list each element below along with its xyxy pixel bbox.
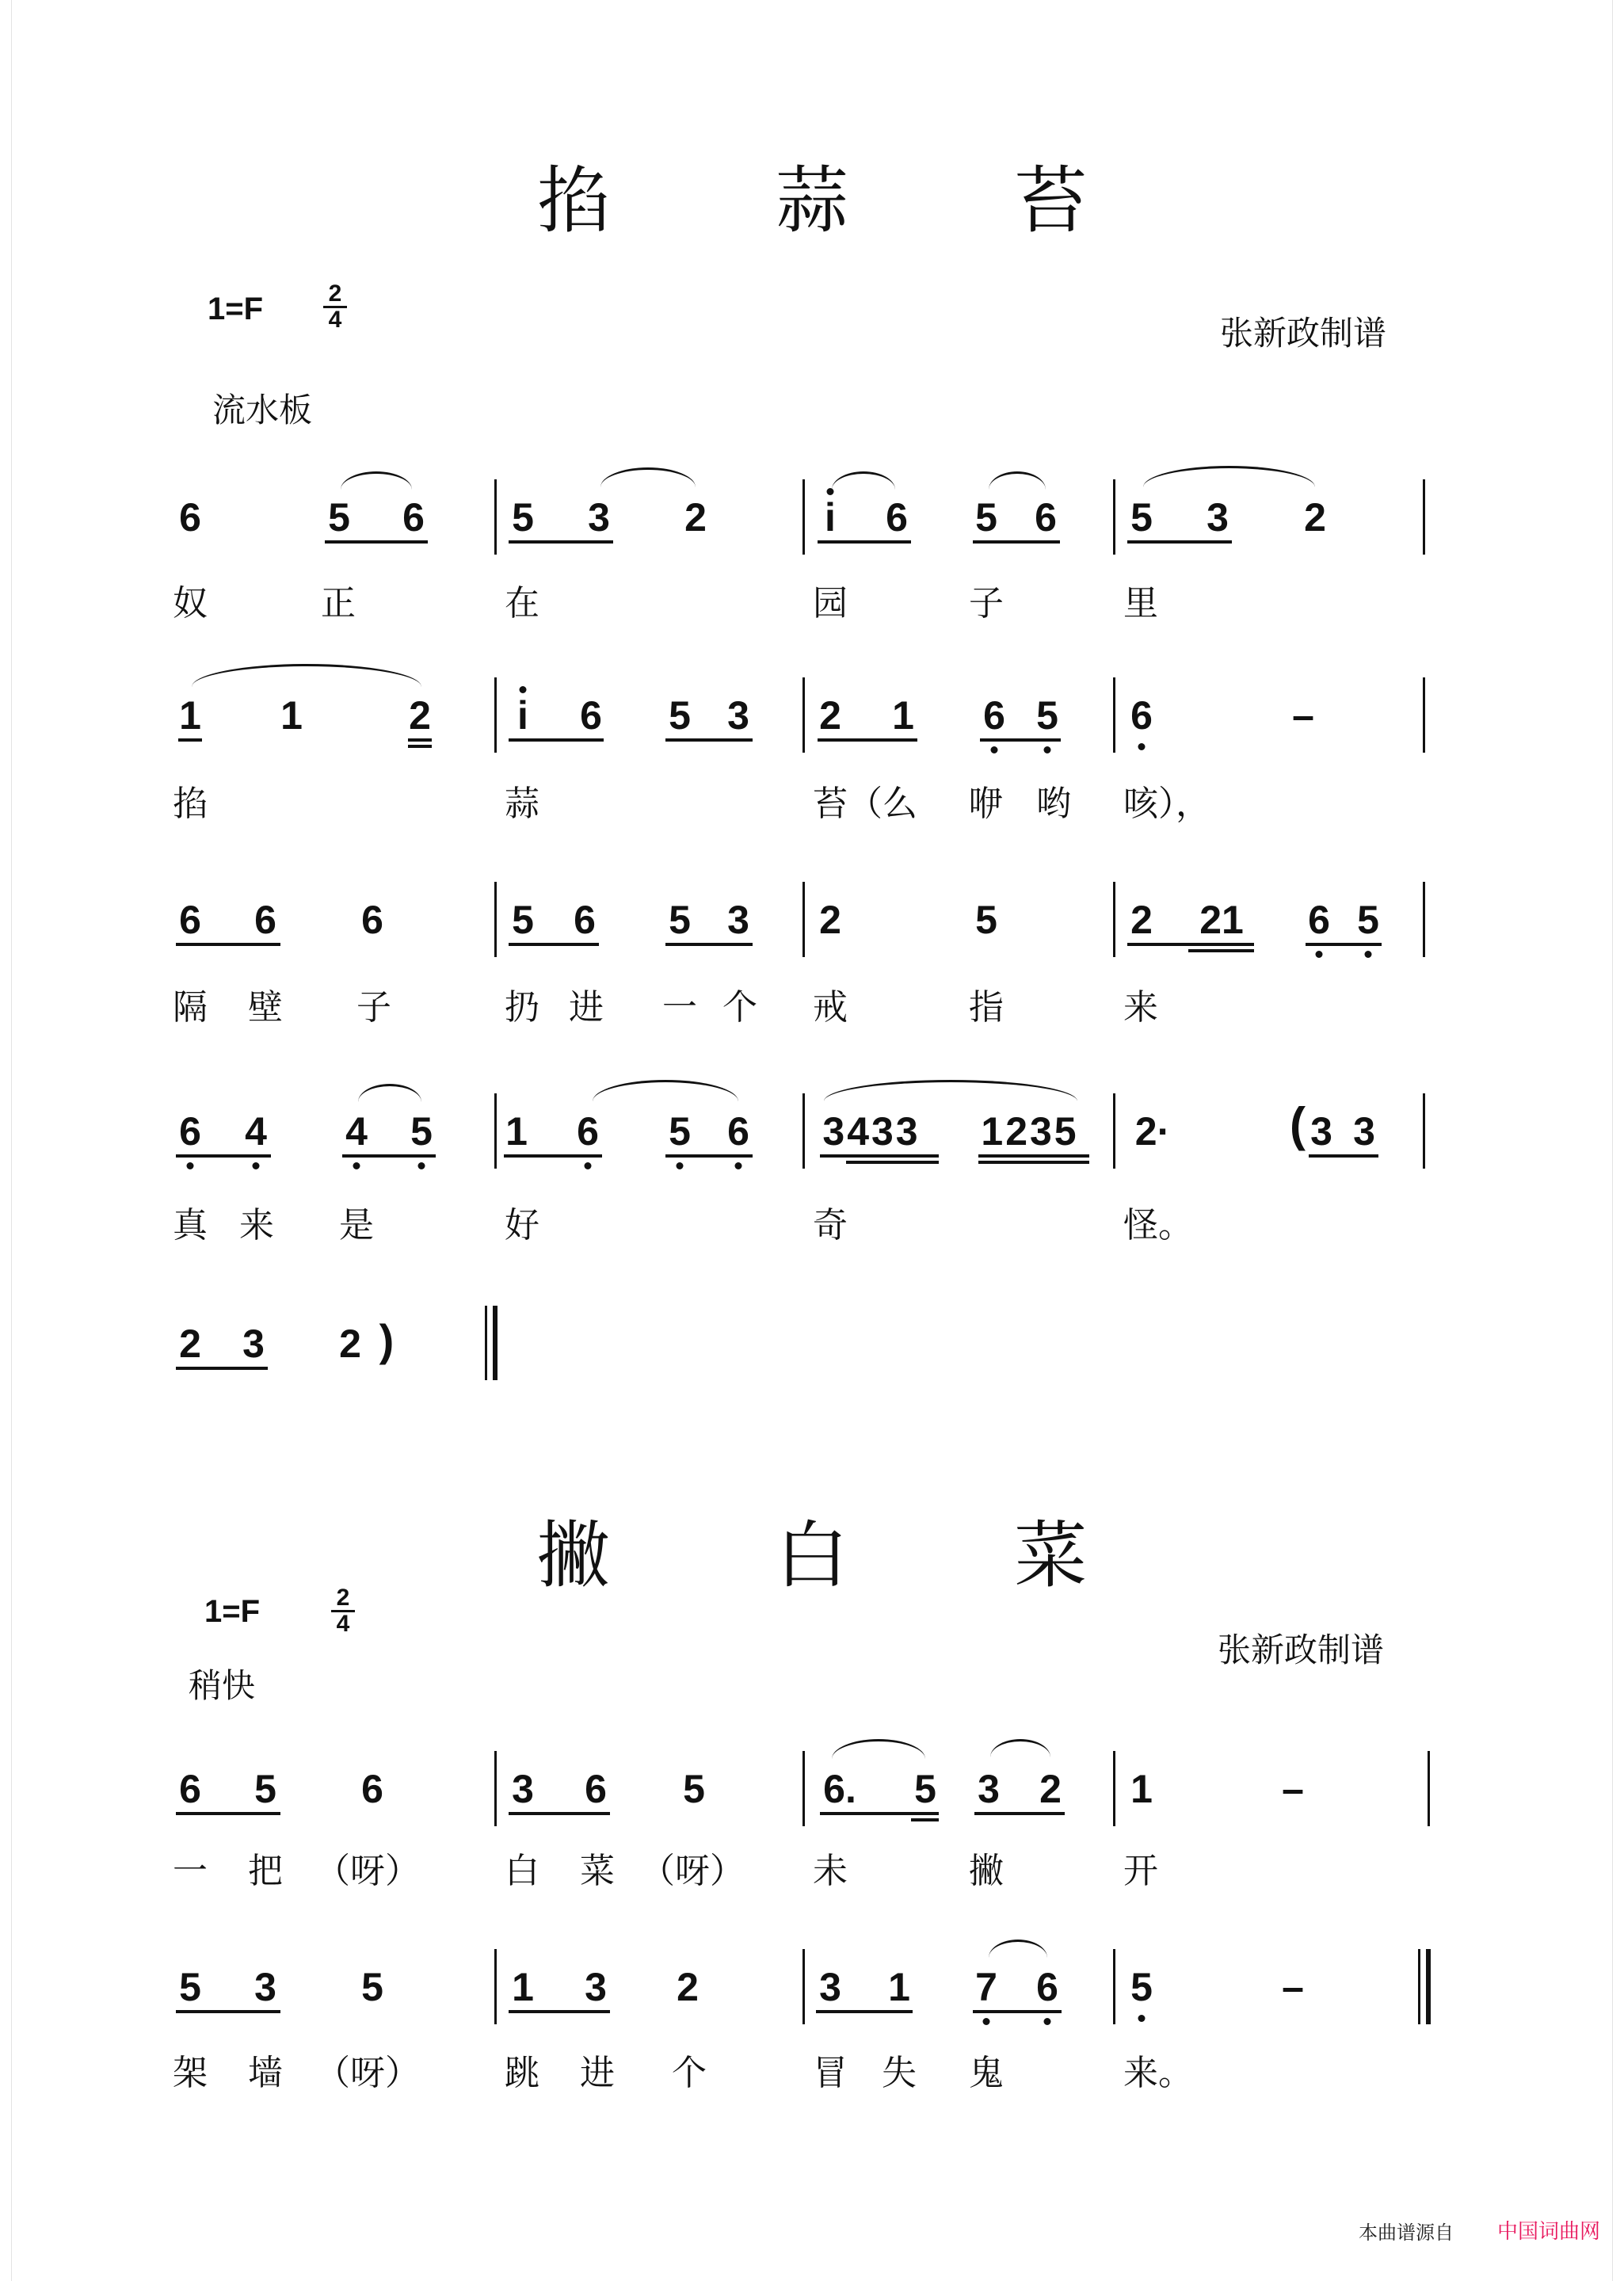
lyric: 来: [239, 1205, 274, 1245]
barline: [494, 1751, 497, 1826]
right-margin-strip: [1612, 0, 1624, 2281]
beam: [978, 1161, 1089, 1164]
lyric: 墙: [248, 2053, 283, 2093]
barline: [1113, 1751, 1115, 1826]
low-octave-dot: [1044, 2018, 1051, 2025]
note-group: 3433: [822, 1109, 921, 1154]
lyric: 冒: [813, 2053, 848, 2093]
note: 2: [409, 693, 431, 738]
low-octave-dot: [253, 1162, 260, 1169]
barline: [1423, 677, 1425, 753]
lyric: 子: [969, 583, 1004, 624]
note: 1: [1130, 1767, 1153, 1811]
lyric: 跳: [505, 2053, 539, 2093]
note: 2: [819, 693, 841, 738]
note: 21: [1199, 898, 1244, 942]
lyric: 来。: [1123, 2053, 1193, 2093]
barline: [494, 1949, 497, 2024]
beam: [408, 738, 432, 742]
beam: [509, 2010, 610, 2013]
note: 6: [179, 495, 201, 540]
lyric: 把: [248, 1851, 283, 1891]
note: 6: [179, 898, 201, 942]
lyric: 正: [321, 583, 356, 624]
note: 2: [819, 898, 841, 942]
lyric: 园: [813, 583, 848, 624]
note: 2: [1304, 495, 1326, 540]
slur: [832, 471, 895, 490]
slur: [832, 1739, 925, 1759]
lyric: 来: [1123, 987, 1158, 1028]
beam: [973, 2010, 1062, 2013]
lyric: 菜: [580, 1851, 615, 1891]
beam: [509, 943, 599, 946]
beam: [1127, 943, 1254, 946]
note: 4: [345, 1109, 368, 1154]
note: 5: [975, 898, 997, 942]
lyric: 一: [173, 1851, 208, 1891]
note: 5: [512, 898, 534, 942]
slur: [824, 1080, 1077, 1101]
lyric: 子: [356, 987, 391, 1028]
note: 5: [1130, 495, 1153, 540]
beam: [818, 540, 911, 544]
low-octave-dot: [187, 1162, 194, 1169]
paren: (: [1290, 1098, 1306, 1151]
note: 1: [280, 693, 303, 738]
note: 6: [727, 1109, 749, 1154]
lyric: （呀）: [315, 1851, 420, 1891]
beam: [325, 540, 428, 544]
note: 6: [179, 1109, 201, 1154]
low-octave-dot: [585, 1162, 592, 1169]
note: 4: [245, 1109, 267, 1154]
lyric: 一: [662, 987, 697, 1028]
lyric: （呀）: [640, 1851, 745, 1891]
note: 3: [588, 495, 610, 540]
song2-tempo: 稍快: [189, 1666, 256, 1705]
note: 1: [892, 693, 914, 738]
lyric: 好: [505, 1205, 539, 1245]
song1-arranger: 张新政制谱: [1220, 314, 1387, 353]
final-barline-thick: [493, 1306, 497, 1380]
low-octave-dot: [418, 1162, 425, 1169]
beam: [176, 1367, 268, 1370]
slur: [358, 1084, 421, 1102]
note: 2: [684, 495, 707, 540]
lyric: 失: [882, 2053, 917, 2093]
note-group: 1235: [981, 1109, 1079, 1154]
note: 7: [975, 1965, 997, 2009]
note: 5: [975, 495, 997, 540]
note: 2: [1130, 898, 1153, 942]
slur: [989, 471, 1046, 490]
note: –: [1292, 693, 1314, 738]
beam: [504, 1154, 602, 1158]
lyric: 进: [569, 987, 604, 1028]
note: 6.: [823, 1767, 856, 1811]
lyric: 哟: [1036, 784, 1071, 824]
note: 5: [914, 1767, 936, 1811]
note: 6: [574, 898, 596, 942]
beam: [911, 1818, 939, 1821]
lyric: 真: [173, 1205, 208, 1245]
note: 5: [254, 1767, 276, 1811]
note: 5: [683, 1767, 705, 1811]
beam: [178, 738, 202, 742]
note: 5: [179, 1965, 201, 2009]
slur: [192, 664, 421, 687]
barline: [1113, 677, 1115, 753]
note: 3: [819, 1965, 841, 2009]
note: 6: [254, 898, 276, 942]
note: 6: [577, 1109, 599, 1154]
barline: [1113, 882, 1115, 957]
lyric: 架: [173, 2053, 208, 2093]
note: 5: [669, 693, 691, 738]
note: 1: [179, 693, 201, 738]
barline: [494, 677, 497, 753]
note: 5: [410, 1109, 433, 1154]
barline: [802, 1093, 805, 1169]
beam: [509, 540, 613, 544]
barline: [1423, 882, 1425, 957]
low-octave-dot: [1138, 2015, 1146, 2022]
beam: [665, 738, 753, 742]
lyric: 壁: [248, 987, 283, 1028]
barline: [494, 1093, 497, 1169]
song2-time-signature: $\frac{2}{4}$: [331, 1586, 355, 1636]
beam: [509, 1812, 610, 1815]
slur: [593, 1080, 738, 1101]
barline: [802, 1751, 805, 1826]
note: i: [517, 693, 528, 738]
beam: [176, 2010, 280, 2013]
barline: [1423, 1093, 1425, 1169]
left-margin-strip: [0, 0, 12, 2281]
barline: [802, 882, 805, 957]
song2-title: 撇 白 菜: [536, 1513, 1159, 1598]
note: 5: [1357, 898, 1379, 942]
low-octave-dot: [1044, 746, 1051, 753]
barline: [1423, 479, 1425, 555]
final-barline-thin: [1418, 1949, 1420, 2024]
note: 2: [339, 1322, 361, 1366]
beam: [816, 2010, 913, 2013]
barline: [1113, 479, 1115, 555]
lyric: 白: [505, 1851, 539, 1891]
note: 2·: [1134, 1109, 1171, 1154]
song1-tempo: 流水板: [212, 391, 313, 429]
beam: [1309, 1154, 1378, 1158]
lyric: 苔（么: [813, 784, 917, 824]
high-octave-dot: [520, 686, 527, 693]
slur: [341, 471, 412, 490]
low-octave-dot: [1316, 951, 1323, 958]
note: 1: [888, 1965, 910, 2009]
song1-title: 掐 蒜 苔: [536, 158, 1159, 243]
beam: [978, 1154, 1089, 1158]
barline: [802, 677, 805, 753]
footer-site-link[interactable]: 中国词曲网: [1497, 2220, 1601, 2244]
song1-key: 1=F: [208, 292, 264, 326]
barline: [1113, 1949, 1115, 2024]
lyric: 指: [969, 987, 1004, 1028]
note: 5: [512, 495, 534, 540]
note: 2: [179, 1322, 201, 1366]
barline: [1113, 1093, 1115, 1169]
note: 5: [328, 495, 350, 540]
beam: [665, 943, 753, 946]
low-octave-dot: [1138, 743, 1146, 750]
note: 5: [669, 1109, 691, 1154]
lyric: 未: [813, 1851, 848, 1891]
slur: [990, 1739, 1050, 1757]
beam: [973, 540, 1060, 544]
note: 6: [1036, 1965, 1058, 2009]
lyric: 里: [1123, 583, 1158, 624]
beam: [818, 738, 917, 742]
note: 3: [512, 1767, 534, 1811]
low-octave-dot: [983, 2018, 990, 2025]
note: –: [1282, 1767, 1304, 1811]
song2-arranger: 张新政制谱: [1218, 1631, 1385, 1669]
lyric: 咳），: [1123, 784, 1210, 824]
low-octave-dot: [353, 1162, 360, 1169]
beam: [176, 943, 280, 946]
beam: [509, 738, 604, 742]
lyric: 个: [722, 987, 757, 1028]
footer-source: 本曲谱源自: [1359, 2222, 1454, 2244]
note: 5: [361, 1965, 383, 2009]
note: 6: [1130, 693, 1153, 738]
lyric: 是: [339, 1205, 374, 1245]
beam: [980, 738, 1061, 742]
barline: [802, 479, 805, 555]
note: 6: [361, 1767, 383, 1811]
note: 2: [677, 1965, 699, 2009]
beam: [408, 745, 432, 748]
lyric: 怪。: [1123, 1205, 1193, 1245]
paren: ): [379, 1315, 395, 1365]
barline: [802, 1949, 805, 2024]
note: 1: [505, 1109, 528, 1154]
barline: [494, 479, 497, 555]
note: i: [825, 495, 836, 540]
note: 6: [1308, 898, 1330, 942]
note: 6: [585, 1767, 607, 1811]
slur: [1143, 466, 1315, 487]
slur: [989, 1940, 1047, 1958]
song1-time-signature: $\frac{2}{4}$: [323, 282, 347, 332]
lyric: 掐: [173, 784, 208, 824]
lyric: 在: [505, 583, 539, 624]
beam: [176, 1812, 280, 1815]
note: 3: [242, 1322, 265, 1366]
beam: [342, 1154, 436, 1158]
beam: [1306, 943, 1382, 946]
lyric: 隔: [173, 987, 208, 1028]
final-barline-thin: [485, 1306, 487, 1380]
lyric: 扔: [505, 987, 539, 1028]
note: 6: [886, 495, 908, 540]
note: 5: [1036, 693, 1058, 738]
beam: [176, 1154, 271, 1158]
beam: [820, 1812, 939, 1815]
song2-key: 1=F: [204, 1594, 261, 1629]
lyric: 奇: [813, 1205, 848, 1245]
low-octave-dot: [677, 1162, 684, 1169]
note: 3: [1353, 1109, 1375, 1154]
note: 1: [512, 1965, 534, 2009]
lyric: 进: [580, 2053, 615, 2093]
note: 3: [1310, 1109, 1332, 1154]
note: 6: [361, 898, 383, 942]
lyric: 咿: [968, 784, 1003, 824]
note: 3: [727, 693, 749, 738]
note: 3: [254, 1965, 276, 2009]
beam: [846, 1161, 939, 1164]
beam: [820, 1154, 939, 1158]
beam: [974, 1812, 1065, 1815]
lyric: 蒜: [505, 784, 539, 824]
beam: [665, 1154, 753, 1158]
lyric: 开: [1123, 1851, 1158, 1891]
lyric: 个: [672, 2053, 707, 2093]
slur: [600, 467, 696, 487]
note: 6: [580, 693, 602, 738]
note: 2: [1039, 1767, 1062, 1811]
lyric: 戒: [813, 987, 848, 1028]
beam: [1188, 949, 1254, 952]
low-octave-dot: [991, 746, 998, 753]
note: 6: [1035, 495, 1057, 540]
note: 3: [585, 1965, 607, 2009]
lyric: 奴: [173, 583, 208, 624]
note: 3: [978, 1767, 1000, 1811]
note: 3: [727, 898, 749, 942]
barline: [494, 882, 497, 957]
note: –: [1282, 1965, 1304, 2009]
lyric: 撇: [969, 1851, 1004, 1891]
note: 6: [179, 1767, 201, 1811]
low-octave-dot: [735, 1162, 742, 1169]
note: 6: [983, 693, 1005, 738]
note: 3: [1207, 495, 1229, 540]
lyric: （呀）: [315, 2053, 420, 2093]
low-octave-dot: [1365, 951, 1372, 958]
note: 5: [1130, 1965, 1153, 2009]
note: 6: [402, 495, 425, 540]
note: 5: [669, 898, 691, 942]
barline: [1428, 1751, 1430, 1826]
beam: [1127, 540, 1232, 544]
lyric: 鬼: [969, 2053, 1004, 2093]
final-barline-thick: [1426, 1949, 1431, 2024]
